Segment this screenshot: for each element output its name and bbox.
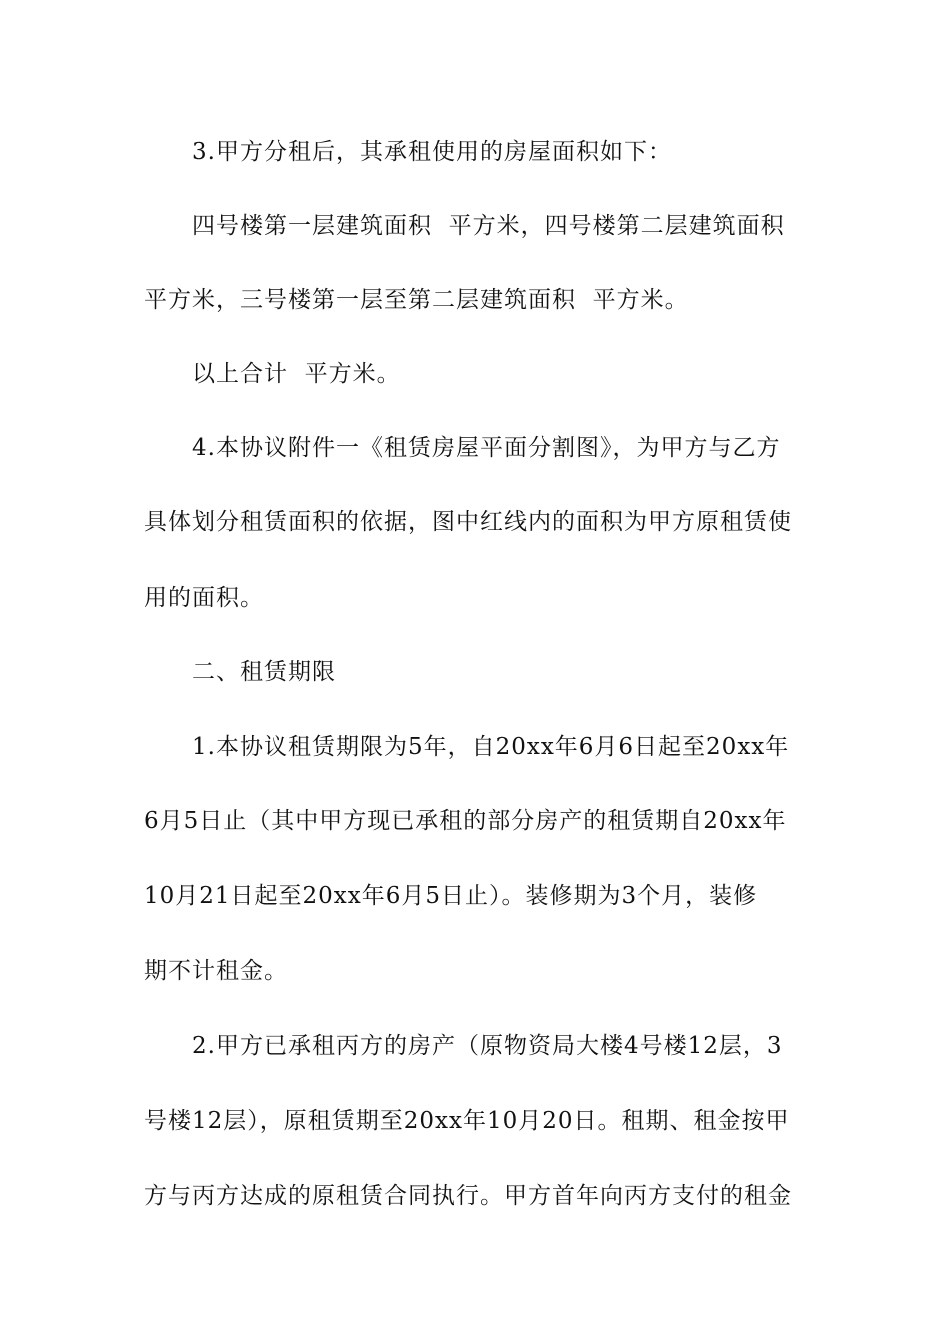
section-heading: 二、租赁期限 bbox=[192, 659, 336, 685]
paragraph-line: 2.甲方已承租丙方的房产（原物资局大楼4号楼12层，3 bbox=[192, 1033, 783, 1059]
paragraph-line: 四号楼第一层建筑面积 平方米，四号楼第二层建筑面积 bbox=[192, 213, 785, 239]
paragraph-line: 10月21日起至20xx年6月5日止）。装修期为3个月，装修 bbox=[144, 883, 758, 909]
paragraph-line: 以上合计 平方米。 bbox=[192, 361, 401, 387]
paragraph-line: 期不计租金。 bbox=[144, 958, 288, 984]
paragraph-line: 3.甲方分租后，其承租使用的房屋面积如下： bbox=[192, 139, 672, 165]
paragraph-line: 号楼12层），原租赁期至20xx年10月20日。租期、租金按甲 bbox=[144, 1108, 790, 1134]
paragraph-line: 具体划分租赁面积的依据，图中红线内的面积为甲方原租赁使 bbox=[144, 509, 792, 535]
paragraph-line: 1.本协议租赁期限为5年，自20xx年6月6日起至20xx年 bbox=[192, 734, 790, 760]
paragraph-line: 方与丙方达成的原租赁合同执行。甲方首年向丙方支付的租金 bbox=[144, 1183, 792, 1209]
paragraph-line: 用的面积。 bbox=[144, 585, 264, 611]
paragraph-line: 4.本协议附件一《租赁房屋平面分割图》，为甲方与乙方 bbox=[192, 435, 781, 461]
paragraph-line: 平方米，三号楼第一层至第二层建筑面积 平方米。 bbox=[144, 287, 689, 313]
paragraph-line: 6月5日止（其中甲方现已承租的部分房产的租赁期自20xx年 bbox=[144, 808, 787, 834]
